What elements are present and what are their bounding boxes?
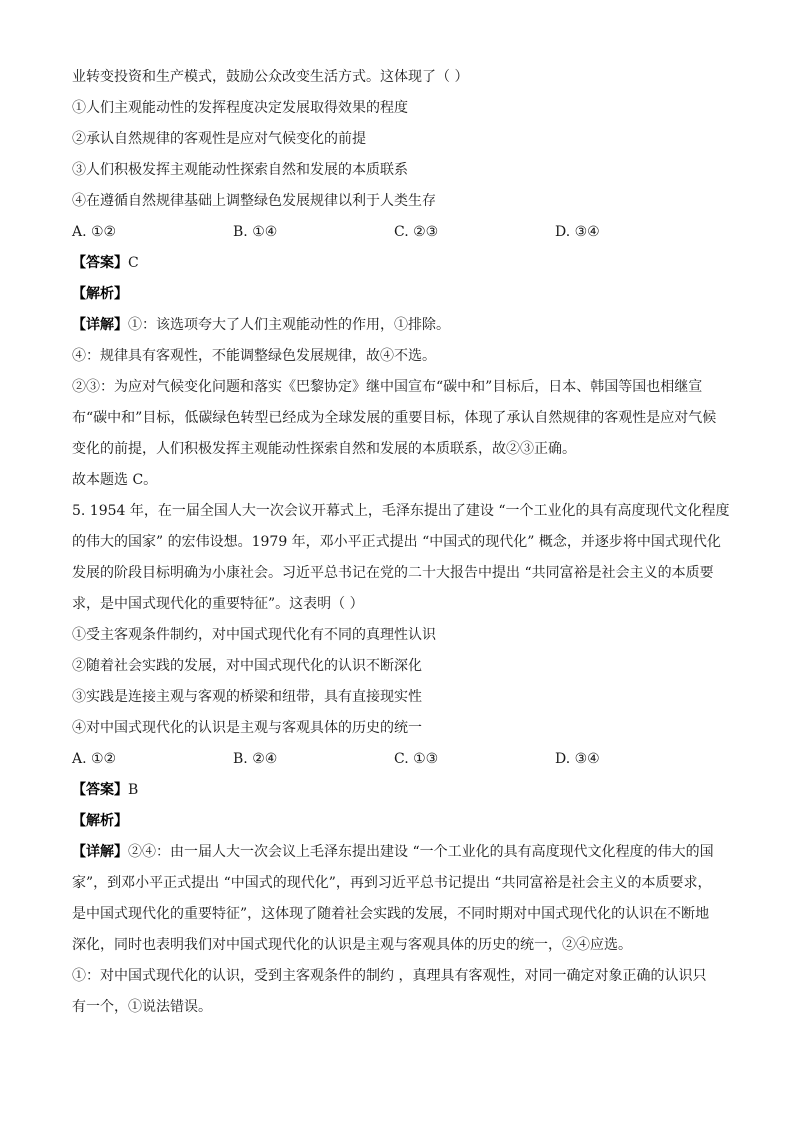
q4-statement-4: ④在遵循自然规律基础上调整绿色发展规律以利于人类生存 — [72, 193, 436, 209]
q5-detail-3: 是中国式现代化的重要特征”，这体现了随着社会实践的发展，不同时期对中国式现代化的认识在不断地 — [72, 906, 710, 922]
q5-stem-1: 5. 1954 年，在一届全国人大一次会议开幕式上，毛泽东提出了建设 “一个工业化的具有高度现代文化程度 — [72, 503, 730, 519]
q4-statement-2: ②承认自然规律的客观性是应对气候变化的前提 — [72, 131, 366, 147]
document-page — [72, 62, 732, 1023]
q5-stem-4: 求，是中国式现代化的重要特征”。这表明（ ） — [72, 596, 364, 612]
q4-option-a: A. ①② — [72, 224, 117, 240]
q4-answer-value: C — [128, 255, 139, 271]
q4-detail-5: 变化的前提，人们积极发挥主观能动性探索自然和发展的本质联系，故②③正确。 — [72, 441, 576, 457]
q5-detail-4: 深化，同时也表明我们对中国式现代化的认识是主观与客观具体的历史的统一，②④应选。 — [72, 937, 632, 953]
q5-statement-4: ④对中国式现代化的认识是主观与客观具体的历史的统一 — [72, 720, 422, 736]
q5-detail-1 — [72, 837, 732, 868]
q5-stem-2: 的伟大的国家” 的宏伟设想。1979 年，邓小平正式提出 “中国式的现代化” 概念，并逐步将中国式现代化 — [72, 534, 721, 550]
q4-detail-1 — [72, 310, 732, 341]
q5-answer-value: B — [128, 782, 139, 798]
q5-detail-6: 有一个，①说法错误。 — [72, 999, 212, 1015]
q4-stem-tail: 业转变投资和生产模式，鼓励公众改变生活方式。这体现了（ ） — [72, 69, 469, 85]
q4-detail-3: ②③：为应对气候变化问题和落实《巴黎协定》继中国宣布“碳中和”目标后，日本、韩国等国也相继宣 — [72, 379, 703, 395]
q5-analysis-tag: 【解析】 — [72, 813, 128, 829]
q4-answer — [72, 248, 732, 279]
q4-answer-tag: 【答案】 — [72, 255, 128, 271]
q5-statement-2: ②随着社会实践的发展，对中国式现代化的认识不断深化 — [72, 658, 422, 674]
q5-option-b: B. ②④ — [233, 751, 278, 767]
q4-detail-text-1: ①：该选项夸大了人们主观能动性的作用，①排除。 — [128, 317, 450, 333]
q5-statement-3: ③实践是连接主观与客观的桥梁和纽带，具有直接现实性 — [72, 689, 422, 705]
q4-option-c: C. ②③ — [394, 224, 439, 240]
q5-answer-tag: 【答案】 — [72, 782, 128, 798]
q5-detail-tag: 【详解】 — [72, 844, 128, 860]
q5-detail-5: ①：对中国式现代化的认识，受到主客观条件的制约 ，真理具有客观性，对同一确定对象正确的认识只 — [72, 968, 707, 984]
q4-options — [72, 217, 732, 248]
q4-statement-1: ①人们主观能动性的发挥程度决定发展取得效果的程度 — [72, 100, 408, 116]
q5-stem-3: 发展的阶段目标明确为小康社会。习近平总书记在党的二十大报告中提出 “共同富裕是社会主义的本质要 — [72, 565, 714, 581]
q5-option-d: D. ③④ — [555, 751, 600, 767]
q4-detail-tag: 【详解】 — [72, 317, 128, 333]
q5-detail-2: 家”，到邓小平正式提出 “中国式的现代化”，再到习近平总书记提出 “共同富裕是社会主义的本质要求， — [72, 875, 712, 891]
q4-option-d: D. ③④ — [555, 224, 600, 240]
q4-analysis-tag: 【解析】 — [72, 286, 128, 302]
q4-statement-3: ③人们积极发挥主观能动性探索自然和发展的本质联系 — [72, 162, 408, 178]
q5-statement-1: ①受主客观条件制约，对中国式现代化有不同的真理性认识 — [72, 627, 436, 643]
q5-answer — [72, 775, 732, 806]
q4-detail-2: ④：规律具有客观性，不能调整绿色发展规律，故④不选。 — [72, 348, 436, 364]
q4-detail-4: 布“碳中和”目标，低碳绿色转型已经成为全球发展的重要目标，体现了承认自然规律的客观性是应对气候 — [72, 410, 717, 426]
q4-conclusion: 故本题选 C。 — [72, 472, 158, 488]
q5-options — [72, 744, 732, 775]
q5-option-a: A. ①② — [72, 751, 117, 767]
q5-detail-text-1: ②④：由一届人大一次会议上毛泽东提出建设 “一个工业化的具有高度现代文化程度的伟大的国 — [128, 844, 714, 860]
q5-option-c: C. ①③ — [394, 751, 439, 767]
q4-option-b: B. ①④ — [233, 224, 278, 240]
